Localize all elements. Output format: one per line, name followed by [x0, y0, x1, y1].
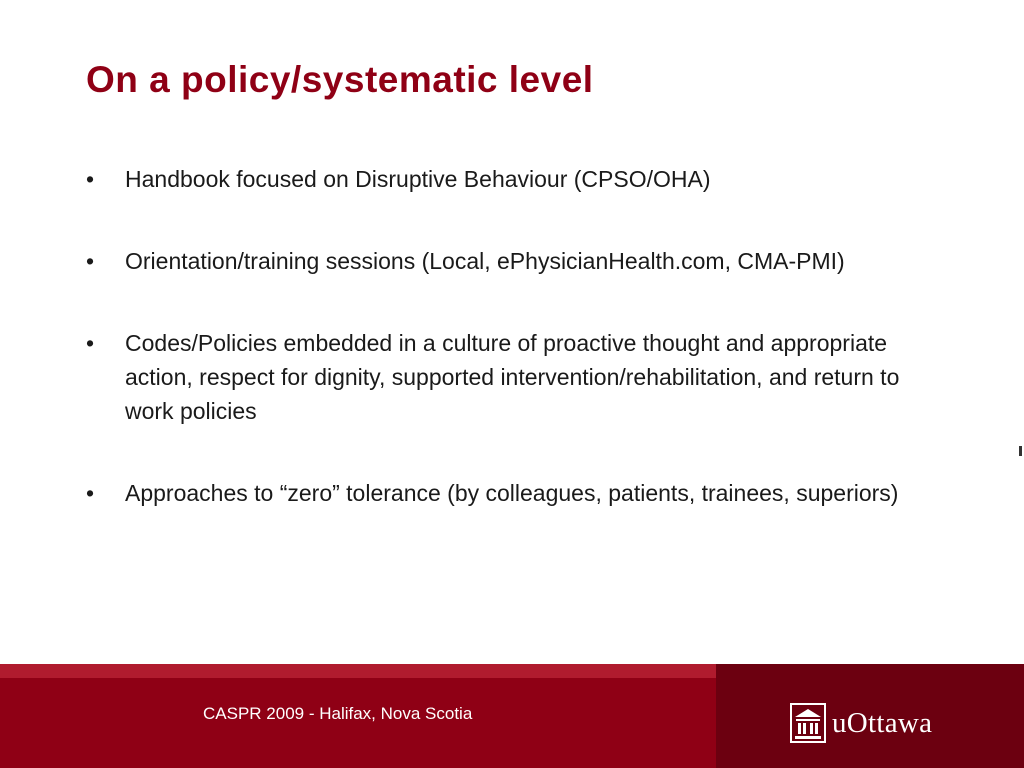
uottawa-logo [790, 703, 932, 743]
bullet-text: Handbook focused on Disruptive Behaviour (CPSO/OHA) [125, 166, 711, 192]
bullet-item [82, 476, 942, 510]
bullet-item [82, 162, 942, 196]
bullet-item [82, 244, 942, 278]
bullet-text: Orientation/training sessions (Local, ePhysicianHealth.com, CMA-PMI) [125, 248, 845, 274]
bullet-text: Codes/Policies embedded in a culture of proactive thought and appropriate action, respect for dignity, supported intervention/rehabilitation, and return to work policies [125, 330, 900, 424]
bullet-text: Approaches to “zero” tolerance (by colleagues, patients, trainees, superiors) [125, 480, 899, 506]
slide-title: On a policy/systematic level [86, 59, 594, 100]
building-columns-icon [790, 703, 826, 743]
bullet-list [82, 162, 942, 510]
bullet-marker: • [86, 330, 95, 356]
bullet-item [82, 326, 942, 428]
bullet-marker: • [86, 248, 95, 274]
logo-text: uOttawa [832, 706, 933, 739]
bullet-marker: • [86, 166, 95, 192]
bullet-marker: • [86, 480, 95, 506]
edge-mark [1019, 446, 1022, 456]
footer-bar [0, 664, 1024, 768]
footer-text: CASPR 2009 - Halifax, Nova Scotia [203, 704, 473, 723]
